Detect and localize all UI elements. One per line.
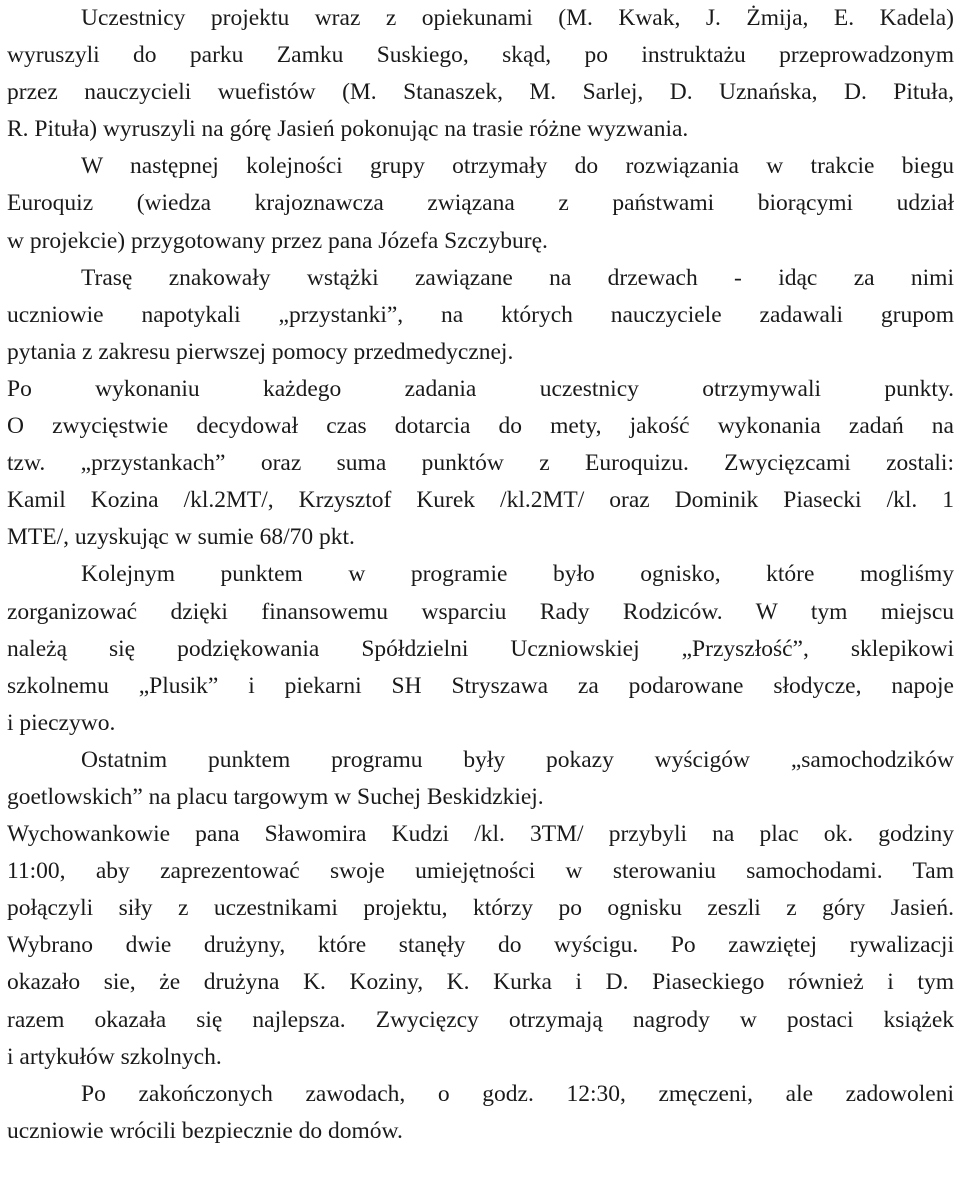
text-line: razem okazała się najlepsza. Zwycięzcy otrzymają nagrody w postaci książek — [7, 1006, 954, 1033]
text-line: Kamil Kozina /kl.2MT/, Krzysztof Kurek /kl.2MT/ oraz Dominik Piasecki /kl. 1 — [7, 487, 954, 514]
text-line: i artykułów szkolnych. — [7, 1043, 222, 1070]
text-line: MTE/, uzyskując w sumie 68/70 pkt. — [7, 524, 355, 551]
text-line: zorganizować dzięki finansowemu wsparciu Rady Rodziców. W tym miejscu — [7, 598, 954, 625]
text-line: okazało sie, że drużyna K. Koziny, K. Kurka i D. Piaseckiego również i tym — [7, 969, 954, 996]
text-line: szkolnemu „Plusik” i piekarni SH Stryszawa za podarowane słodycze, napoje — [7, 672, 954, 699]
text-line: goetlowskich” na placu targowym w Suchej Beskidzkiej. — [7, 783, 544, 810]
text-line: należą się podziękowania Spółdzielni Uczniowskiej „Przyszłość”, sklepikowi — [7, 635, 954, 662]
text-line: przez nauczycieli wuefistów (M. Stanaszek, M. Sarlej, D. Uznańska, D. Pituła, — [7, 79, 954, 106]
text-line: Po wykonaniu każdego zadania uczestnicy otrzymywali punkty. — [7, 375, 954, 402]
text-line: O zwycięstwie decydował czas dotarcia do mety, jakość wykonania zadań na — [7, 413, 954, 440]
text-line: Wybrano dwie drużyny, które stanęły do wyścigu. Po zawziętej rywalizacji — [7, 932, 954, 959]
text-line: Trasę znakowały wstążki zawiązane na drzewach - idąc za nimi — [81, 264, 954, 291]
text-line: R. Pituła) wyruszyli na górę Jasień pokonując na trasie różne wyzwania. — [7, 116, 689, 143]
text-line: 11:00, aby zaprezentować swoje umiejętności w sterowaniu samochodami. Tam — [7, 858, 954, 885]
text-line: Ostatnim punktem programu były pokazy wyścigów „samochodzików — [81, 746, 954, 773]
text-line: tzw. „przystankach” oraz suma punktów z Euroquizu. Zwycięzcami zostali: — [7, 450, 954, 477]
text-line: W następnej kolejności grupy otrzymały do rozwiązania w trakcie biegu — [81, 153, 954, 180]
text-line: Uczestnicy projektu wraz z opiekunami (M. Kwak, J. Żmija, E. Kadela) — [81, 5, 954, 31]
text-line: Euroquiz (wiedza krajoznawcza związana z państwami biorącymi udział — [7, 190, 954, 217]
text-line: uczniowie wrócili bezpiecznie do domów. — [7, 1117, 403, 1144]
text-line: połączyli siły z uczestnikami projektu, którzy po ognisku zeszli z góry Jasień. — [7, 895, 954, 922]
text-line: wyruszyli do parku Zamku Suskiego, skąd, po instruktażu przeprowadzonym — [7, 42, 954, 69]
text-line: pytania z zakresu pierwszej pomocy przedmedycznej. — [7, 338, 514, 365]
text-line: i pieczywo. — [7, 709, 116, 736]
text-line: Wychowankowie pana Sławomira Kudzi /kl. 3TM/ przybyli na plac ok. godziny — [7, 821, 954, 848]
text-line: Kolejnym punktem w programie było ognisko, które mogliśmy — [81, 561, 954, 588]
text-line: Po zakończonych zawodach, o godz. 12:30, zmęczeni, ale zadowoleni — [81, 1080, 954, 1107]
text-line: w projekcie) przygotowany przez pana Józefa Szczyburę. — [7, 227, 548, 254]
text-line: uczniowie napotykali „przystanki”, na których nauczyciele zadawali grupom — [7, 301, 954, 328]
